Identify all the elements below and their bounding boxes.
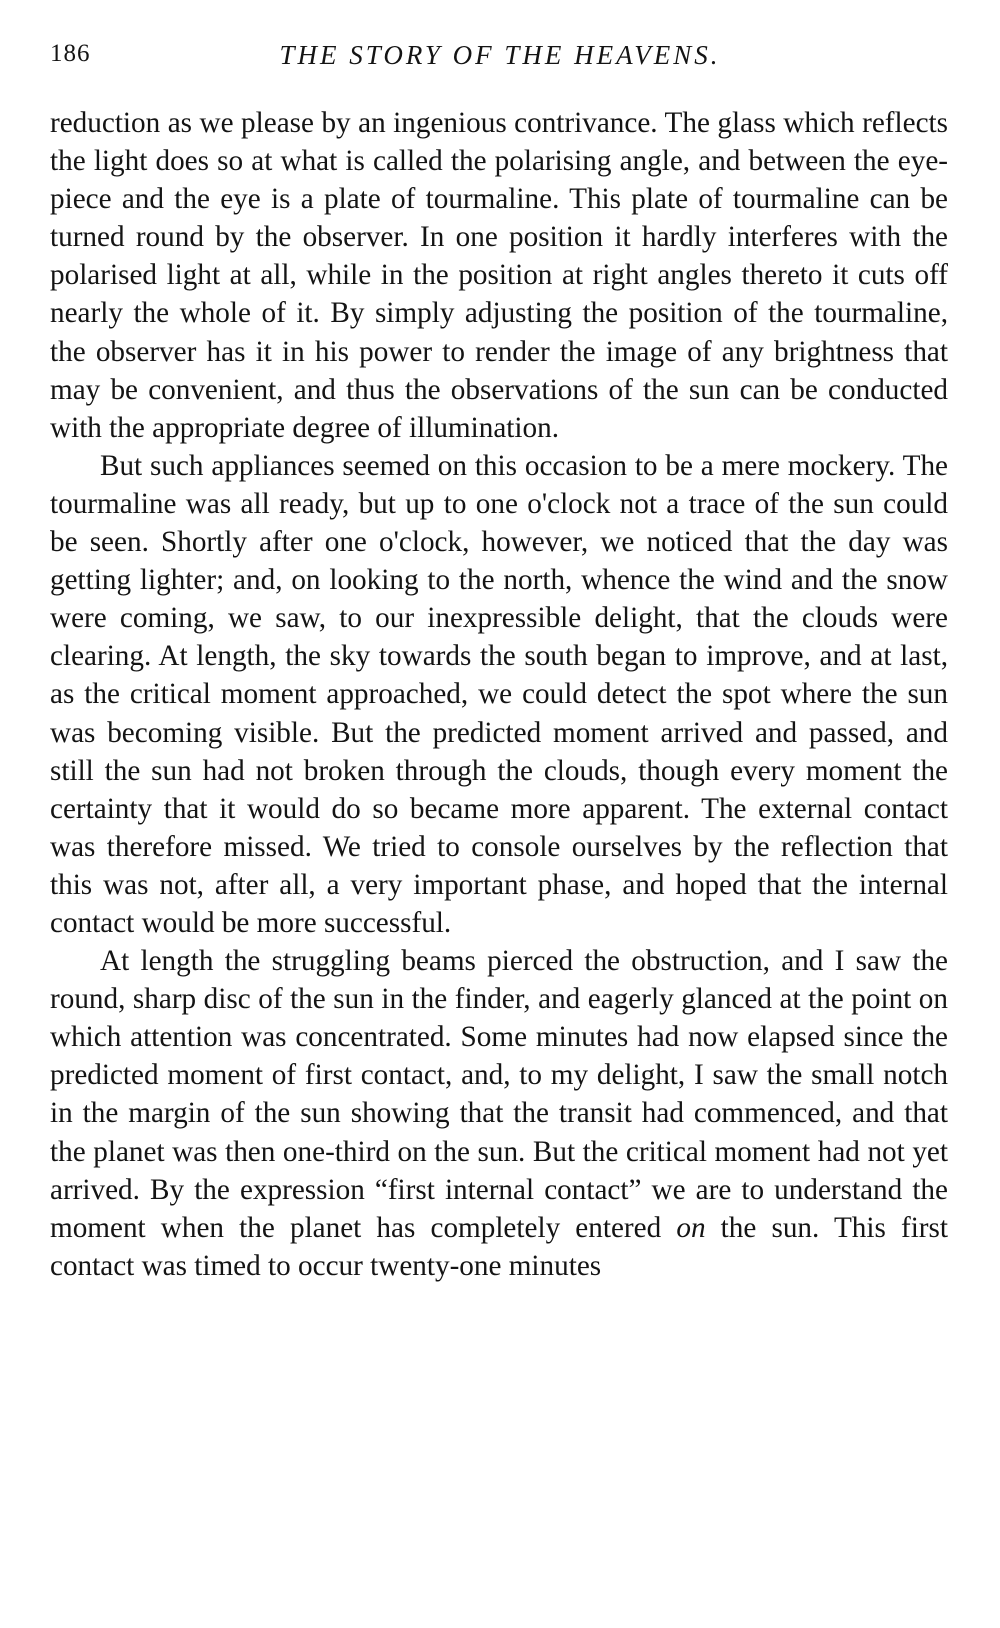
paragraph-first-contact bbox=[50, 942, 948, 1285]
running-title: THE STORY OF THE HEAVENS. bbox=[279, 40, 721, 70]
emphasis-on: on bbox=[676, 1211, 706, 1244]
paragraph-first-contact-text-b: the sun. This first contact was timed to occur twenty-one minutes bbox=[50, 1211, 948, 1282]
running-head bbox=[50, 40, 950, 76]
paragraph-clouds-clearing: But such appliances seemed on this occasion to be a mere mockery. The tourmaline was all ready, but up to one o'clock not a trace of the sun could be seen. Shortly after one o'clock, however, we noticed that the day was getting lighter; and, on looking to the north, whence the wind and the snow were coming, we saw, to our inexpressible delight, that the clouds were clearing. At length, the sky towards the south began to improve, and at last, as the critical moment approached, we could detect the spot where the sun was becoming visible. But the predicted moment arrived and passed, and still the sun had not broken through the clouds, though every moment the certainty that it would do so became more apparent. The external contact was therefore missed. We tried to console ourselves by the reflection that this was not, after all, a very important phase, and hoped that the internal contact would be more successful. bbox=[50, 449, 948, 939]
paragraph-first-contact-text-a: At length the struggling beams pierced the obstruction, and I saw the round, sharp disc of the sun in the finder, and eagerly glanced at the point on which attention was concentrated. Some minutes had now elapsed since the predicted moment of first contact, and, to my delight, I saw the small notch in the margin of the sun showing that the transit had commenced, and that the planet was then one-third on the sun. But the critical moment had not yet arrived. By the expression “first internal contact” we are to understand the moment when the planet has completely entered bbox=[50, 945, 948, 1244]
page-number: 186 bbox=[50, 40, 91, 67]
body-text bbox=[50, 104, 948, 1285]
paragraph-polarising-eyepiece: reduction as we please by an ingenious contrivance. The glass which reflects the light does so at what is called the polarising angle, and between the eye-piece and the eye is a plate of tourmaline. This plate of tourmaline can be turned round by the observer. In one position it hardly interferes with the polarised light at all, while in the position at right angles thereto it cuts off nearly the whole of it. By simply adjusting the position of the tourmaline, the observer has it in his power to render the image of any brightness that may be convenient, and thus the observations of the sun can be conducted with the appropriate degree of illumination. bbox=[50, 107, 948, 444]
